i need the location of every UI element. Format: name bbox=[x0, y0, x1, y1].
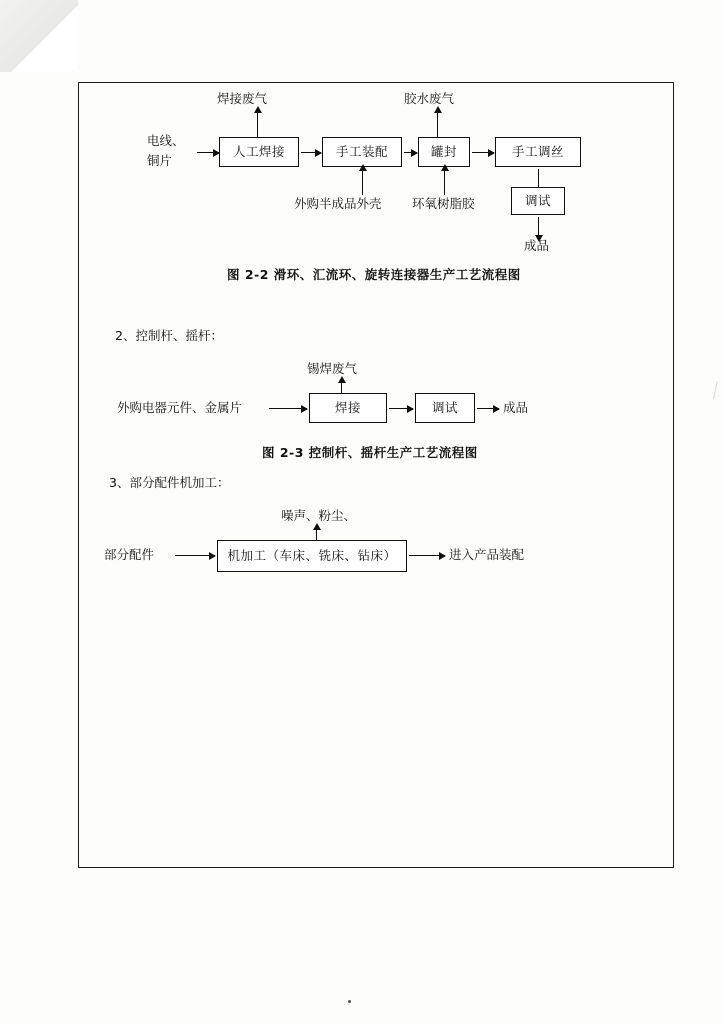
flow1-arrow-debug-to-output bbox=[538, 217, 539, 235]
section3-output-label: 进入产品装配 bbox=[449, 547, 525, 562]
flow1-emission-weld-label: 焊接废气 bbox=[217, 91, 268, 106]
flow1-arrow-potting-to-tune bbox=[472, 152, 494, 153]
page-edge-mark bbox=[703, 379, 718, 399]
section3-emission-label: 噪声、粉尘、 bbox=[281, 508, 357, 523]
page-fold-corner bbox=[0, 0, 78, 72]
page-center-mark bbox=[348, 1000, 351, 1003]
document-frame bbox=[78, 82, 674, 868]
section2-input-label: 外购电器元件、金属片 bbox=[117, 400, 243, 415]
flow1-arrow-assembly-to-potting bbox=[404, 152, 417, 153]
section2-heading: 2、控制杆、摇杆： bbox=[115, 328, 223, 343]
flow1-input-resin-label: 环氧树脂胶 bbox=[412, 196, 475, 211]
section2-output-label: 成品 bbox=[503, 400, 529, 415]
flow1-node-manual-assembly: 手工装配 bbox=[322, 137, 402, 167]
section2-arrow-weld-to-debug bbox=[389, 408, 413, 409]
section3-node-machining: 机加工（车床、铣床、钻床） bbox=[217, 540, 407, 572]
section2-arrow-debug-to-output bbox=[477, 408, 499, 409]
flow1-arrow-shell-to-assembly bbox=[362, 171, 363, 195]
flow1-arrow-input-to-weld bbox=[197, 152, 219, 153]
section2-emission-label: 锡焊废气 bbox=[307, 361, 358, 376]
section3-arrow-machining-to-output bbox=[409, 555, 445, 556]
section3-input-label: 部分配件 bbox=[104, 547, 155, 562]
flow1-node-debug: 调试 bbox=[511, 187, 565, 215]
flow1-output-label: 成品 bbox=[524, 238, 550, 253]
flow1-arrow-tune-to-debug bbox=[538, 169, 539, 187]
flow1-node-manual-tune: 手工调丝 bbox=[495, 137, 581, 167]
section2-node-debug: 调试 bbox=[415, 393, 475, 423]
flow1-input-shell-label: 外购半成品外壳 bbox=[294, 196, 382, 211]
flow1-input-line1: 电线、 bbox=[147, 133, 185, 148]
section3-arrow-input-to-machining bbox=[175, 555, 215, 556]
section2-arrow-input-to-weld bbox=[269, 408, 307, 409]
flow1-arrow-resin-to-potting bbox=[444, 171, 445, 195]
flow1-node-potting: 罐封 bbox=[418, 137, 470, 167]
diagram-canvas bbox=[79, 83, 673, 867]
flow1-node-manual-weld: 人工焊接 bbox=[219, 137, 299, 167]
section2-node-weld: 焊接 bbox=[309, 393, 387, 423]
flow1-emission-glue-label: 胶水废气 bbox=[404, 91, 455, 106]
flow1-input-line2: 铜片 bbox=[147, 153, 173, 168]
section3-heading: 3、部分配件机加工： bbox=[109, 475, 230, 490]
section2-caption: 图 2-3 控制杆、摇杆生产工艺流程图 bbox=[262, 445, 478, 460]
flow1-caption: 图 2-2 滑环、汇流环、旋转连接器生产工艺流程图 bbox=[227, 267, 521, 282]
flow1-arrow-weld-to-assembly bbox=[301, 152, 321, 153]
